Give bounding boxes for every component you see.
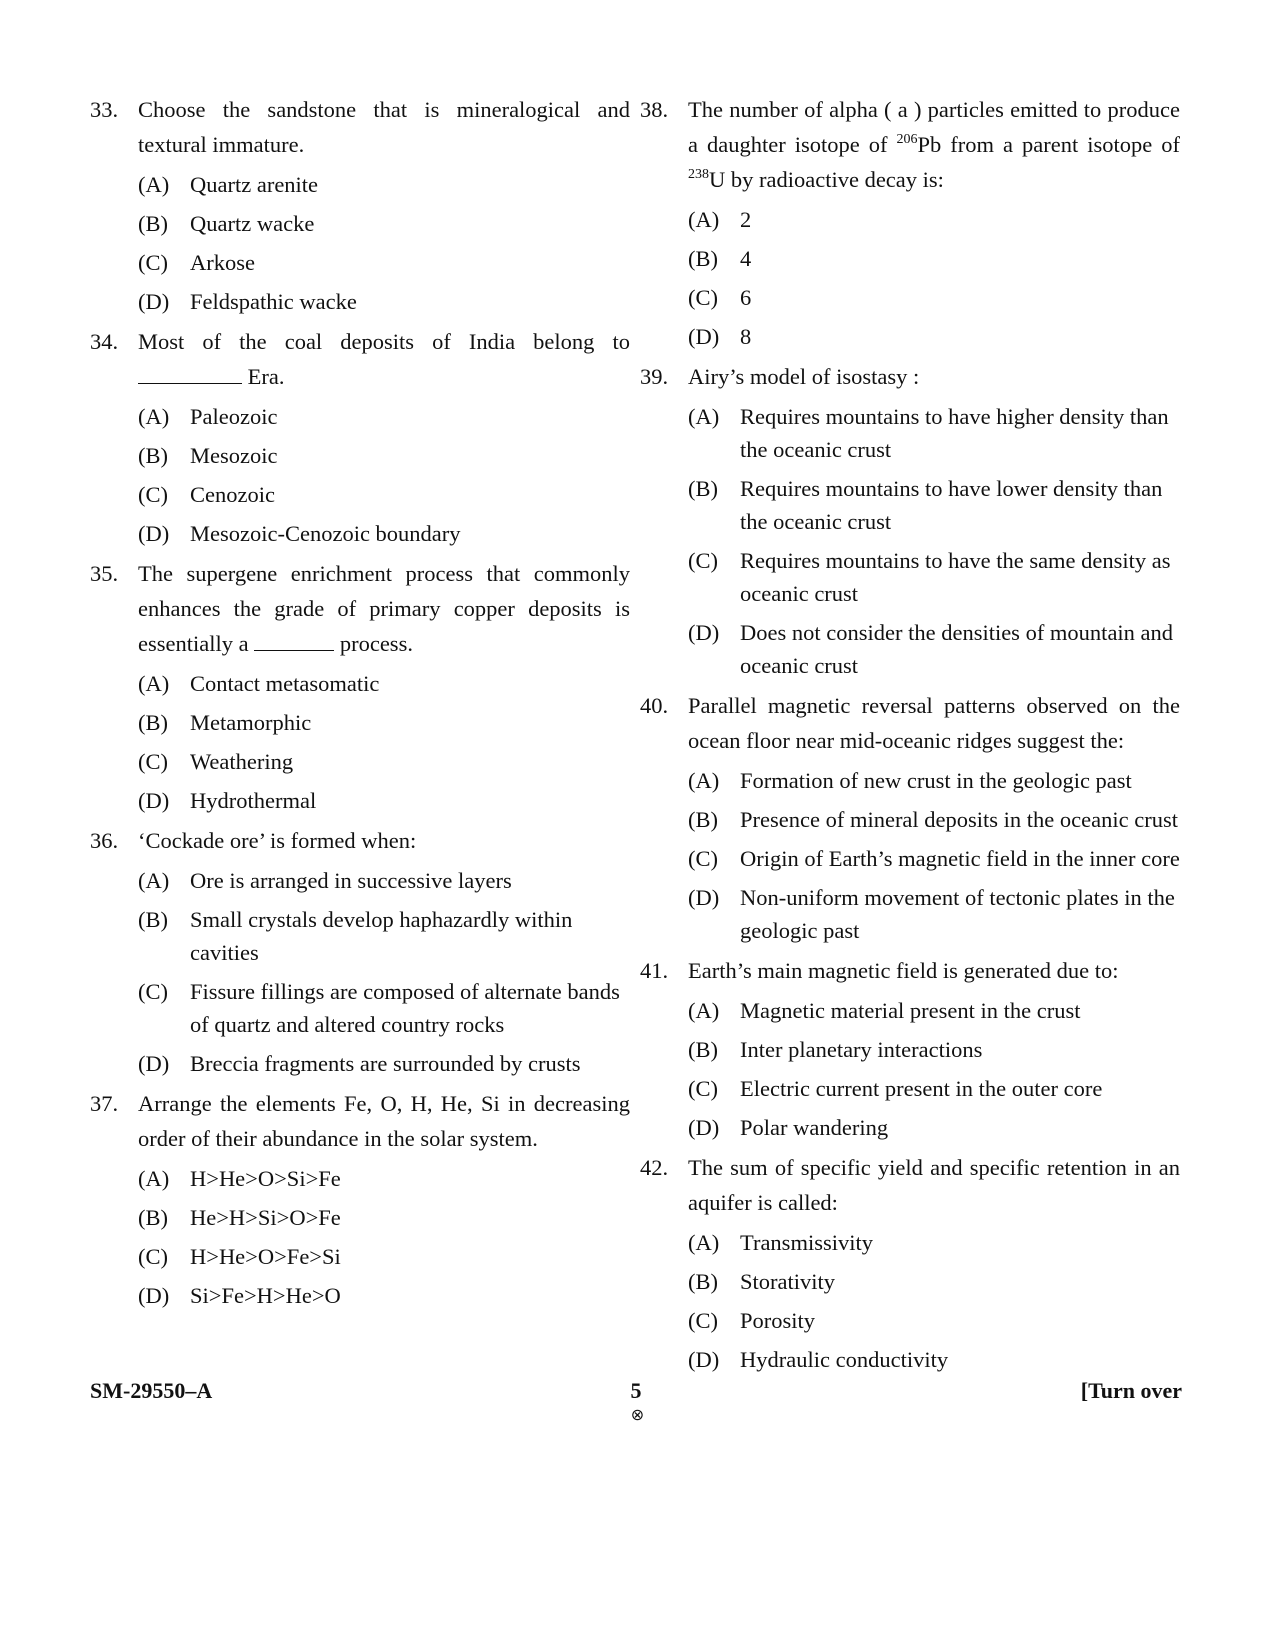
option-text: Origin of Earth’s magnetic field in the inner core — [740, 846, 1180, 871]
option-text: Ore is arranged in successive layers — [190, 868, 512, 893]
option — [138, 1279, 630, 1312]
option — [138, 1240, 630, 1273]
question-35 — [90, 556, 630, 817]
right-column — [640, 92, 1180, 1382]
option — [688, 1265, 1180, 1298]
option-text: Metamorphic — [190, 710, 312, 735]
option — [688, 1033, 1180, 1066]
option-label: (A) — [138, 868, 170, 893]
question-33 — [90, 92, 630, 318]
question-39 — [640, 359, 1180, 682]
option-label: (C) — [688, 548, 718, 573]
option — [138, 784, 630, 817]
isotope-mass-number: 238 — [688, 167, 709, 182]
option-label: (B) — [138, 710, 168, 735]
question-text: The sum of specific yield and specific retention in an aquifer is called: — [688, 1155, 1180, 1215]
page-number: 5 — [630, 1378, 642, 1403]
question-number: 40. — [640, 693, 669, 718]
option-text: Does not consider the densities of mountain and oceanic crust — [740, 620, 1174, 678]
option-label: (A) — [138, 671, 170, 696]
option — [138, 478, 630, 511]
option-text: H>He>O>Si>Fe — [190, 1166, 341, 1191]
option-text: Fissure fillings are composed of alternate bands of quartz and altered country rocks — [190, 979, 620, 1037]
question-number: 35. — [90, 561, 119, 586]
option — [138, 400, 630, 433]
option-label: (B) — [138, 443, 168, 468]
option-label: (A) — [688, 404, 720, 429]
option-label: (C) — [138, 979, 168, 1004]
option-label: (D) — [138, 521, 170, 546]
option-label: (B) — [138, 907, 168, 932]
option-label: (A) — [688, 768, 720, 793]
question-text-after: process. — [339, 631, 413, 656]
option-text: Magnetic material present in the crust — [740, 998, 1081, 1023]
option — [138, 517, 630, 550]
option-text: Polar wandering — [740, 1115, 889, 1140]
question-40 — [640, 688, 1180, 947]
option — [688, 803, 1180, 836]
option-label: (B) — [138, 1205, 168, 1230]
option-label: (D) — [138, 1283, 170, 1308]
option-text: Small crystals develop haphazardly within cavities — [190, 907, 573, 965]
option-label: (B) — [688, 1037, 718, 1062]
option — [688, 994, 1180, 1027]
option-text: Electric current present in the outer core — [740, 1076, 1103, 1101]
option — [688, 472, 1180, 538]
question-text: Parallel magnetic reversal patterns observed on the ocean floor near mid-oceanic ridges suggest the: — [688, 693, 1180, 753]
question-34 — [90, 324, 630, 550]
question-text-before: Most of the coal deposits of India belong to — [138, 329, 630, 354]
option-label: (D) — [138, 1051, 170, 1076]
option — [688, 281, 1180, 314]
option-label: (B) — [138, 211, 168, 236]
question-38 — [640, 92, 1180, 353]
option-text: Requires mountains to have higher density than the oceanic crust — [740, 404, 1169, 462]
option — [688, 1226, 1180, 1259]
option-label: (C) — [138, 1244, 168, 1269]
option-text: 6 — [740, 285, 752, 310]
option — [688, 764, 1180, 797]
question-text-after: Era. — [247, 364, 285, 389]
option-text: Presence of mineral deposits in the oceanic crust — [740, 807, 1178, 832]
question-text-part: U by radioactive decay is: — [709, 167, 944, 192]
option-label: (D) — [688, 620, 720, 645]
option-label: (C) — [138, 482, 168, 507]
left-column — [90, 92, 630, 1318]
question-number: 36. — [90, 828, 119, 853]
question-36 — [90, 823, 630, 1080]
question-text — [688, 92, 1180, 197]
option-text: 4 — [740, 246, 752, 271]
option — [138, 246, 630, 279]
option — [688, 1304, 1180, 1337]
option-text: Contact metasomatic — [190, 671, 380, 696]
option — [688, 881, 1180, 947]
isotope-mass-number: 206 — [896, 132, 918, 147]
paper-code: SM-29550–A — [90, 1378, 213, 1403]
question-text — [138, 324, 630, 394]
option-label: (D) — [138, 788, 170, 813]
option-text: Mesozoic — [190, 443, 278, 468]
question-number: 42. — [640, 1155, 669, 1180]
option-text: Mesozoic-Cenozoic boundary — [190, 521, 461, 546]
option — [138, 1047, 630, 1080]
option — [688, 544, 1180, 610]
option-text: Formation of new crust in the geologic past — [740, 768, 1132, 793]
fill-blank — [138, 365, 242, 384]
option-label: (D) — [688, 1347, 720, 1372]
option-label: (B) — [688, 246, 718, 271]
option-text: He>H>Si>O>Fe — [190, 1205, 341, 1230]
question-41 — [640, 953, 1180, 1144]
option — [688, 616, 1180, 682]
question-text-before: The supergene enrichment process that commonly enhances the grade of primary copper deposits is essentially a — [138, 561, 630, 656]
option — [688, 203, 1180, 236]
option-text: Inter planetary interactions — [740, 1037, 983, 1062]
option-text: Si>Fe>H>He>O — [190, 1283, 341, 1308]
question-number: 34. — [90, 329, 119, 354]
option-label: (A) — [688, 998, 720, 1023]
question-text-part: The number of alpha ( a ) particles emitted to produce a daughter isotope of — [688, 97, 1180, 157]
option — [138, 1162, 630, 1195]
question-number: 41. — [640, 958, 669, 983]
question-text-part: Pb from a parent isotope of — [917, 132, 1180, 157]
option-label: (C) — [688, 285, 718, 310]
question-text: ‘Cockade ore’ is formed when: — [138, 828, 417, 853]
option-label: (B) — [688, 476, 718, 501]
question-37 — [90, 1086, 630, 1312]
option-text: Storativity — [740, 1269, 835, 1294]
option-text: Breccia fragments are surrounded by crusts — [190, 1051, 581, 1076]
option-label: (B) — [688, 1269, 718, 1294]
option-text: Hydrothermal — [190, 788, 317, 813]
option-text: Paleozoic — [190, 404, 278, 429]
option-text: Hydraulic conductivity — [740, 1347, 949, 1372]
option-text: Cenozoic — [190, 482, 275, 507]
option — [138, 439, 630, 472]
option-label: (A) — [138, 1166, 170, 1191]
question-text: Choose the sandstone that is mineralogical and textural immature. — [138, 97, 630, 157]
option — [138, 207, 630, 240]
option — [688, 1343, 1180, 1376]
question-42 — [640, 1150, 1180, 1376]
option-text: 2 — [740, 207, 752, 232]
question-number: 39. — [640, 364, 669, 389]
option-label: (A) — [138, 172, 170, 197]
option — [138, 285, 630, 318]
option — [138, 903, 630, 969]
page-footer — [90, 1378, 1182, 1408]
question-number: 37. — [90, 1091, 119, 1116]
option-label: (C) — [688, 1308, 718, 1333]
option — [138, 667, 630, 700]
option — [688, 320, 1180, 353]
option-text: Quartz arenite — [190, 172, 319, 197]
option-text: Requires mountains to have lower density than the oceanic crust — [740, 476, 1163, 534]
option-label: (D) — [688, 324, 720, 349]
option-text: 8 — [740, 324, 752, 349]
option-label: (A) — [138, 404, 170, 429]
option-text: Feldspathic wacke — [190, 289, 357, 314]
option — [138, 1201, 630, 1234]
option-label: (C) — [688, 846, 718, 871]
option — [688, 400, 1180, 466]
option-text: Requires mountains to have the same density as oceanic crust — [740, 548, 1171, 606]
option-label: (B) — [688, 807, 718, 832]
option — [138, 864, 630, 897]
option — [688, 842, 1180, 875]
question-text — [138, 556, 630, 661]
option-text: Porosity — [740, 1308, 816, 1333]
fill-blank — [254, 632, 334, 651]
option-label: (D) — [138, 289, 170, 314]
option — [688, 1111, 1180, 1144]
option — [138, 706, 630, 739]
option — [138, 168, 630, 201]
option-label: (D) — [688, 1115, 720, 1140]
registration-mark-icon: ⊗ — [630, 1405, 645, 1424]
question-text: Earth’s main magnetic field is generated due to: — [688, 958, 1119, 983]
option-label: (C) — [688, 1076, 718, 1101]
question-text: Airy’s model of isostasy : — [688, 364, 920, 389]
option — [138, 745, 630, 778]
option — [138, 975, 630, 1041]
question-text: Arrange the elements Fe, O, H, He, Si in decreasing order of their abundance in the solar system. — [138, 1091, 630, 1151]
option-text: H>He>O>Fe>Si — [190, 1244, 341, 1269]
option-text: Weathering — [190, 749, 294, 774]
turn-over-note: [Turn over — [1080, 1378, 1182, 1403]
option-label: (C) — [138, 749, 168, 774]
option-label: (A) — [688, 207, 720, 232]
option-label: (A) — [688, 1230, 720, 1255]
option-label: (D) — [688, 885, 720, 910]
question-number: 38. — [640, 97, 669, 122]
option-label: (C) — [138, 250, 168, 275]
option — [688, 1072, 1180, 1105]
option-text: Transmissivity — [740, 1230, 873, 1255]
option-text: Quartz wacke — [190, 211, 315, 236]
option-text: Non-uniform movement of tectonic plates in the geologic past — [740, 885, 1175, 943]
question-number: 33. — [90, 97, 119, 122]
option — [688, 242, 1180, 275]
option-text: Arkose — [190, 250, 255, 275]
